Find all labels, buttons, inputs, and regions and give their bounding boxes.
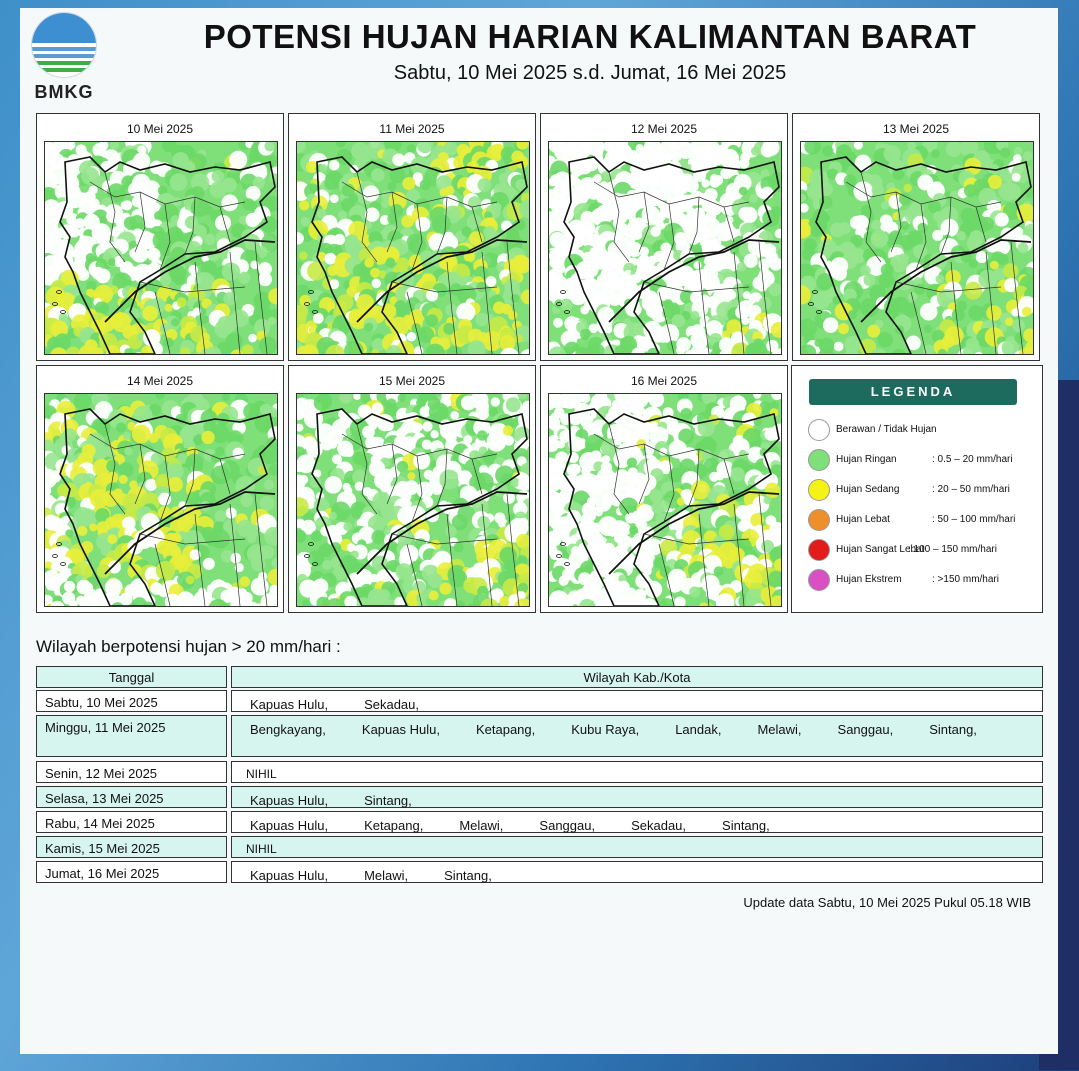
map-panel [36, 365, 284, 613]
update-note: Update data Sabtu, 10 Mei 2025 Pukul 05.18 WIB [743, 895, 1031, 910]
map-panel [540, 113, 788, 361]
table-row [36, 715, 1043, 757]
region-name: Melawi, [364, 868, 409, 883]
map-panel [288, 113, 536, 361]
row-regions [231, 811, 1043, 833]
region-name: Sekadau, [631, 818, 687, 833]
legend-panel [791, 365, 1043, 613]
legend-swatch [808, 569, 830, 591]
legend-item [808, 479, 1038, 503]
region-name: Landak, [675, 722, 722, 737]
map-panel [792, 113, 1040, 361]
map-date-label: 12 Mei 2025 [630, 122, 698, 136]
legend-range: : 0.5 – 20 mm/hari [932, 454, 1013, 465]
legend-range: : 20 – 50 mm/hari [932, 484, 1010, 495]
table-row [36, 836, 1043, 858]
map-date-label: 14 Mei 2025 [126, 374, 194, 388]
row-regions [231, 690, 1043, 712]
legend-item [808, 539, 1038, 563]
row-date: Jumat, 16 Mei 2025 [36, 861, 227, 883]
rainfall-map [800, 141, 1034, 355]
logo-emblem [31, 12, 97, 78]
legend-swatch [808, 419, 830, 441]
table-row [36, 811, 1043, 833]
legend-item [808, 449, 1038, 473]
legend-swatch [808, 449, 830, 471]
rainfall-map [548, 141, 782, 355]
legend-swatch [808, 539, 830, 561]
map-date-label: 13 Mei 2025 [882, 122, 950, 136]
region-name: Kapuas Hulu, [250, 697, 329, 712]
row-date: Sabtu, 10 Mei 2025 [36, 690, 227, 712]
map-date-label: 15 Mei 2025 [378, 374, 446, 388]
region-name: Kapuas Hulu, [361, 722, 440, 737]
table-row [36, 690, 1043, 712]
legend-swatch [808, 509, 830, 531]
legend-range: : 100 – 150 mm/hari [908, 544, 997, 555]
rainfall-map [296, 141, 530, 355]
region-name: Sanggau, [539, 818, 596, 833]
page-subtitle: Sabtu, 10 Mei 2025 s.d. Jumat, 16 Mei 2025 [393, 62, 787, 84]
legend-label: Hujan Ekstrem [836, 574, 902, 585]
legend-swatch [808, 479, 830, 501]
legend-item [808, 569, 1038, 593]
page-title: POTENSI HUJAN HARIAN KALIMANTAN BARAT [203, 18, 977, 55]
column-header-region: Wilayah Kab./Kota [231, 666, 1043, 688]
legend-range: : 50 – 100 mm/hari [932, 514, 1016, 525]
table-header [36, 666, 1043, 688]
region-name: Sintang, [364, 793, 412, 808]
row-regions [231, 761, 1043, 783]
rainfall-map [296, 393, 530, 607]
region-name: Kapuas Hulu, [250, 818, 329, 833]
region-name: Kapuas Hulu, [250, 793, 329, 808]
table-row [36, 786, 1043, 808]
region-name: Kapuas Hulu, [250, 868, 329, 883]
region-name: Kubu Raya, [571, 722, 640, 737]
legend-label: Hujan Lebat [836, 514, 890, 525]
row-date: Rabu, 14 Mei 2025 [36, 811, 227, 833]
legend-label: Hujan Sangat Lebat [836, 544, 925, 555]
legend-range: : >150 mm/hari [932, 574, 999, 585]
map-panel [36, 113, 284, 361]
region-name: Sintang, [929, 722, 977, 737]
row-date: Selasa, 13 Mei 2025 [36, 786, 227, 808]
row-date: Senin, 12 Mei 2025 [36, 761, 227, 783]
rainfall-map [548, 393, 782, 607]
row-regions [231, 715, 1043, 757]
map-date-label: 10 Mei 2025 [126, 122, 194, 136]
region-name: Sanggau, [837, 722, 894, 737]
column-header-date: Tanggal [36, 666, 227, 688]
rainfall-map [44, 393, 278, 607]
legend-item [808, 419, 1038, 443]
region-name: Melawi, [459, 818, 504, 833]
region-name: NIHIL [246, 767, 277, 781]
logo-text: BMKG [34, 82, 94, 102]
region-name: Melawi, [757, 722, 802, 737]
region-name: Sintang, [444, 868, 492, 883]
map-grid [36, 113, 1043, 616]
region-name: Ketapang, [364, 818, 424, 833]
rainfall-map [44, 141, 278, 355]
region-name: Sekadau, [364, 697, 419, 712]
map-date-label: 16 Mei 2025 [630, 374, 698, 388]
row-date: Minggu, 11 Mei 2025 [36, 715, 227, 757]
legend-label: Berawan / Tidak Hujan [836, 424, 937, 435]
region-name: Ketapang, [475, 722, 536, 737]
legend-item [808, 509, 1038, 533]
map-date-label: 11 Mei 2025 [379, 122, 445, 136]
legend-label: Hujan Ringan [836, 454, 897, 465]
section-title: Wilayah berpotensi hujan > 20 mm/hari : [36, 637, 341, 656]
region-name: NIHIL [246, 842, 277, 856]
row-regions [231, 836, 1043, 858]
table-row [36, 861, 1043, 883]
bmkg-logo [28, 12, 100, 102]
table-row [36, 761, 1043, 783]
region-name: Sintang, [722, 818, 770, 833]
row-regions [231, 861, 1043, 883]
region-name: Bengkayang, [250, 722, 326, 737]
map-panel [540, 365, 788, 613]
legend-title: LEGENDA [809, 379, 1017, 405]
row-date: Kamis, 15 Mei 2025 [36, 836, 227, 858]
row-regions [231, 786, 1043, 808]
map-panel [288, 365, 536, 613]
legend-label: Hujan Sedang [836, 484, 900, 495]
